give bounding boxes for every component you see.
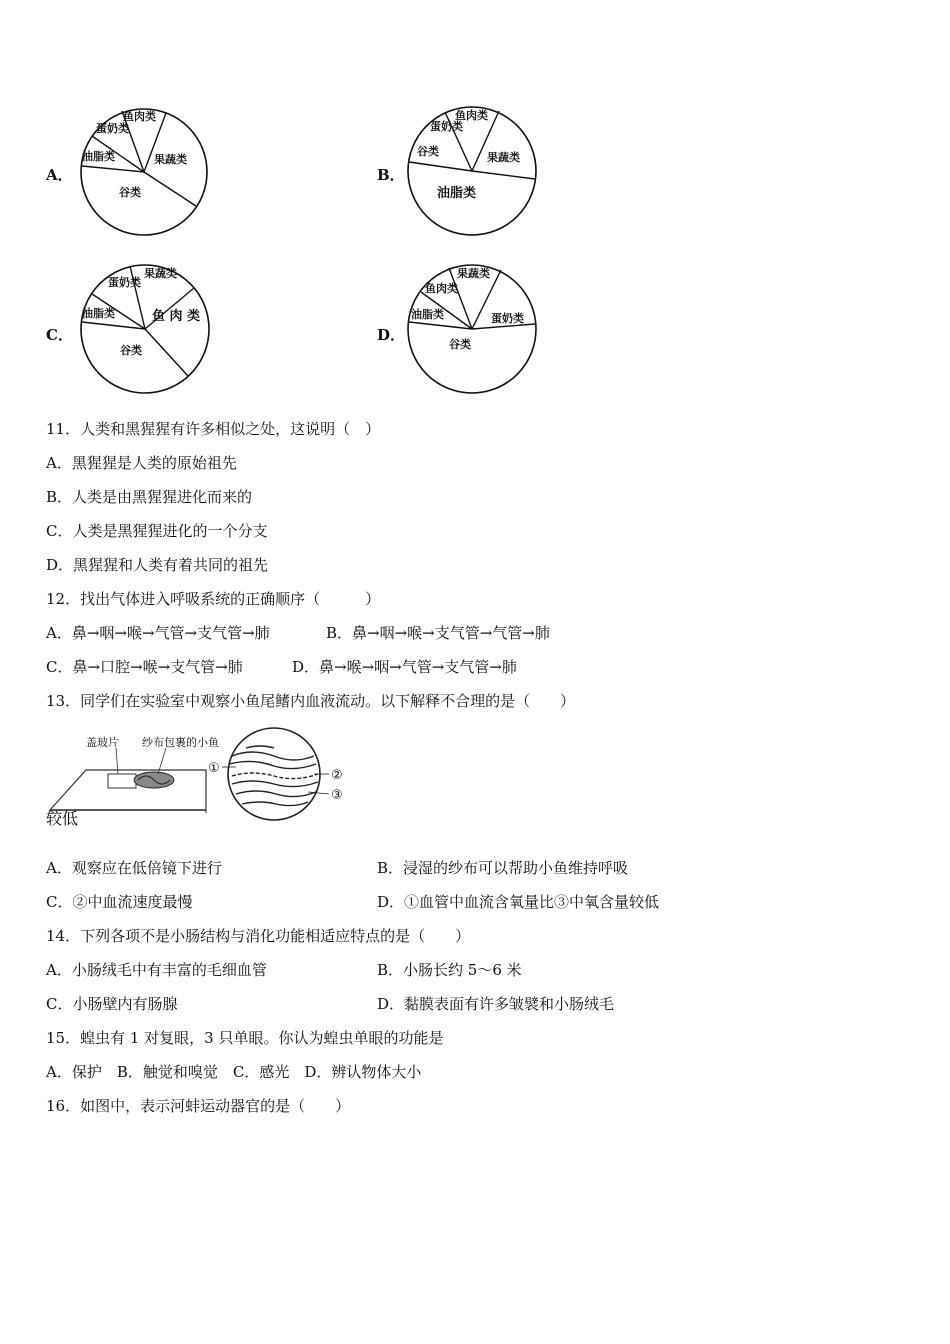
q16-stem: 16．如图中，表示河蚌运动器官的是（ ） [46, 1097, 351, 1115]
slice-label: 鱼 肉 类 [152, 309, 201, 324]
q12-stem: 12．找出气体进入呼吸系统的正确顺序（ ） [46, 590, 381, 608]
slice-label: 蛋奶类 [96, 122, 129, 135]
slice-label: 鱼肉类 [123, 110, 156, 123]
q15-options: A．保护 B．触觉和嗅觉 C．感光 D．辨认物体大小 [46, 1063, 422, 1081]
q12-option-a: A．鼻→咽→喉→气管→支气管→肺 [46, 624, 270, 642]
q11-option-c: C．人类是黑猩猩进化的一个分支 [46, 522, 268, 540]
q11-option-d: D．黑猩猩和人类有着共同的祖先 [46, 556, 269, 574]
slice-label: 谷类 [120, 344, 142, 357]
q14-option-b: B．小肠长约 5～6 米 [377, 961, 522, 979]
q13-option-c: C．②中血流速度最慢 [46, 893, 193, 911]
pie-chart-c [78, 262, 212, 396]
marker-3: ③ [331, 788, 343, 803]
q11-stem: 11．人类和黑猩猩有许多相似之处，这说明（ ） [46, 420, 381, 438]
q13-stem: 13．同学们在实验室中观察小鱼尾鳍内血液流动。以下解释不合理的是（ ） [46, 692, 576, 710]
slice-label: 蛋奶类 [108, 276, 141, 289]
q12-option-c: C．鼻→口腔→喉→支气管→肺 [46, 658, 243, 676]
q12-option-d: D．鼻→喉→咽→气管→支气管→肺 [292, 658, 517, 676]
label-low: 较低 [46, 809, 79, 828]
slice-label: 果蔬类 [487, 151, 520, 164]
q13-option-a: A．观察应在低倍镜下进行 [46, 859, 222, 877]
marker-1: ① [208, 761, 220, 776]
slice-label: 油脂类 [82, 307, 115, 320]
pie-chart-b [405, 104, 539, 238]
pie-chart-a [78, 106, 210, 238]
q14-option-c: C．小肠壁内有肠腺 [46, 995, 178, 1013]
option-b-label: B． [377, 166, 405, 184]
q15-stem: 15．蝗虫有 1 对复眼，3 只单眼。你认为蝗虫单眼的功能是 [46, 1029, 444, 1047]
slice-label: 鱼肉类 [425, 282, 458, 295]
slice-label: 谷类 [417, 145, 439, 158]
q13-figure [46, 726, 366, 830]
slice-label: 油脂类 [437, 186, 477, 201]
label-fish: 纱布包裹的小鱼 [142, 736, 219, 749]
q14-stem: 14．下列各项不是小肠结构与消化功能相适应特点的是（ ） [46, 927, 471, 945]
q11-option-a: A．黑猩猩是人类的原始祖先 [46, 454, 237, 472]
q12-option-b: B．鼻→咽→喉→支气管→气管→肺 [326, 624, 550, 642]
slice-label: 油脂类 [82, 150, 115, 163]
marker-2: ② [331, 768, 343, 783]
q14-option-a: A．小肠绒毛中有丰富的毛细血管 [46, 961, 267, 979]
slice-label: 蛋奶类 [430, 120, 463, 133]
slice-label: 谷类 [119, 186, 141, 199]
slice-label: 果蔬类 [144, 267, 177, 280]
option-a-label: A． [46, 166, 73, 184]
slice-label: 油脂类 [411, 308, 444, 321]
slice-label: 鱼肉类 [455, 109, 488, 122]
label-coverslip: 盖玻片 [86, 736, 119, 749]
slice-label: 果蔬类 [457, 267, 490, 280]
slice-label: 谷类 [449, 338, 471, 351]
q14-option-d: D．黏膜表面有许多皱襞和小肠绒毛 [377, 995, 615, 1013]
q13-option-d: D．①血管中血流含氧量比③中氧含量较低 [377, 893, 660, 911]
slice-label: 蛋奶类 [491, 312, 524, 325]
pie-chart-d [405, 262, 539, 396]
q13-option-b: B．浸湿的纱布可以帮助小鱼维持呼吸 [377, 859, 629, 877]
option-d-label: D． [377, 326, 406, 344]
q11-option-b: B．人类是由黑猩猩进化而来的 [46, 488, 253, 506]
option-c-label: C． [46, 326, 73, 344]
slice-label: 果蔬类 [154, 153, 187, 166]
